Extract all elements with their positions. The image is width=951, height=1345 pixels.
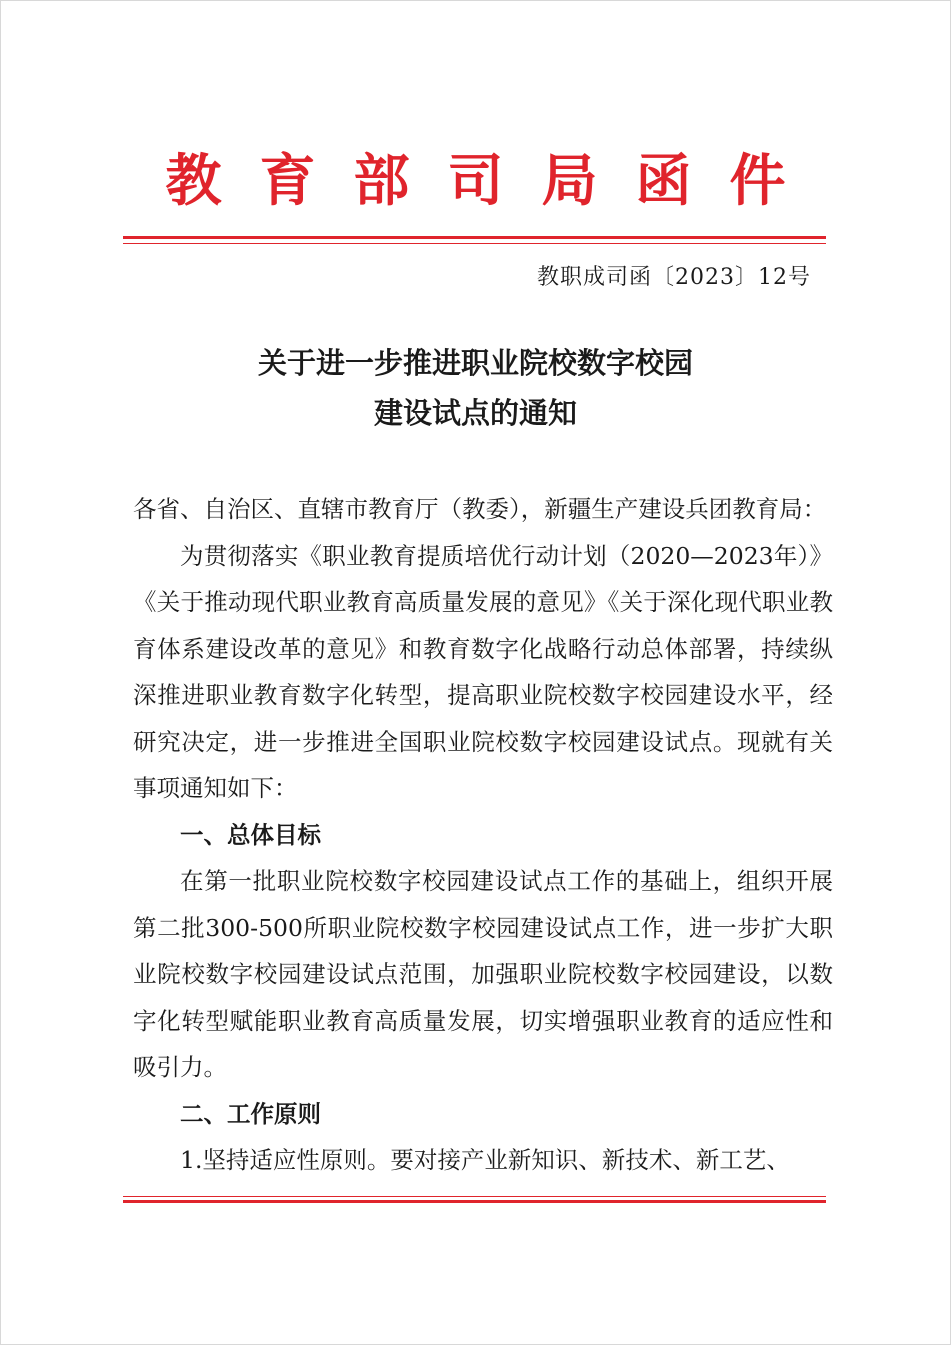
footer-red-line-thin	[123, 1196, 826, 1197]
document-number: 教职成司函〔2023〕12号	[537, 265, 811, 290]
header-red-line-thin	[123, 243, 826, 244]
section-1-heading: 一、总体目标	[180, 820, 321, 849]
section-2-item-1: 1.坚持适应性原则。要对接产业新知识、新技术、新工艺、	[180, 1146, 790, 1174]
document-title-line-2: 建设试点的通知	[373, 396, 577, 430]
addressee: 各省、自治区、直辖市教育厅（教委），新疆生产建设兵团教育局：	[133, 495, 827, 523]
document-body	[133, 486, 833, 1184]
section-2-heading: 二、工作原则	[180, 1099, 321, 1128]
section-1-paragraph: 在第一批职业院校数字校园建设试点工作的基础上，组织开展第二批300-500所职业院校数字校园建设试点工作，进一步扩大职业院校数字校园建设试点范围，加强职业院校数字校园建设，以数字化转型赋能职业教育高质量发展，切实增强职业教育的适应性和吸引力。	[133, 867, 833, 1081]
footer-red-line	[123, 1200, 826, 1203]
document-title	[120, 338, 831, 438]
letterhead-title: 教育部司局函件	[165, 148, 824, 214]
intro-paragraph: 为贯彻落实《职业教育提质培优行动计划（2020—2023年）》《关于推动现代职业教育高质量发展的意见》《关于深化现代职业教育体系建设改革的意见》和教育数字化战略行动总体部署，持续纵深推进职业教育数字化转型，提高职业院校数字校园建设水平，经研究决定，进一步推进全国职业院校数字校园建设试点。现就有关事项通知如下：	[133, 541, 833, 802]
header-red-line	[123, 236, 826, 239]
document-title-line-1: 关于进一步推进职业院校数字校园	[257, 346, 693, 380]
